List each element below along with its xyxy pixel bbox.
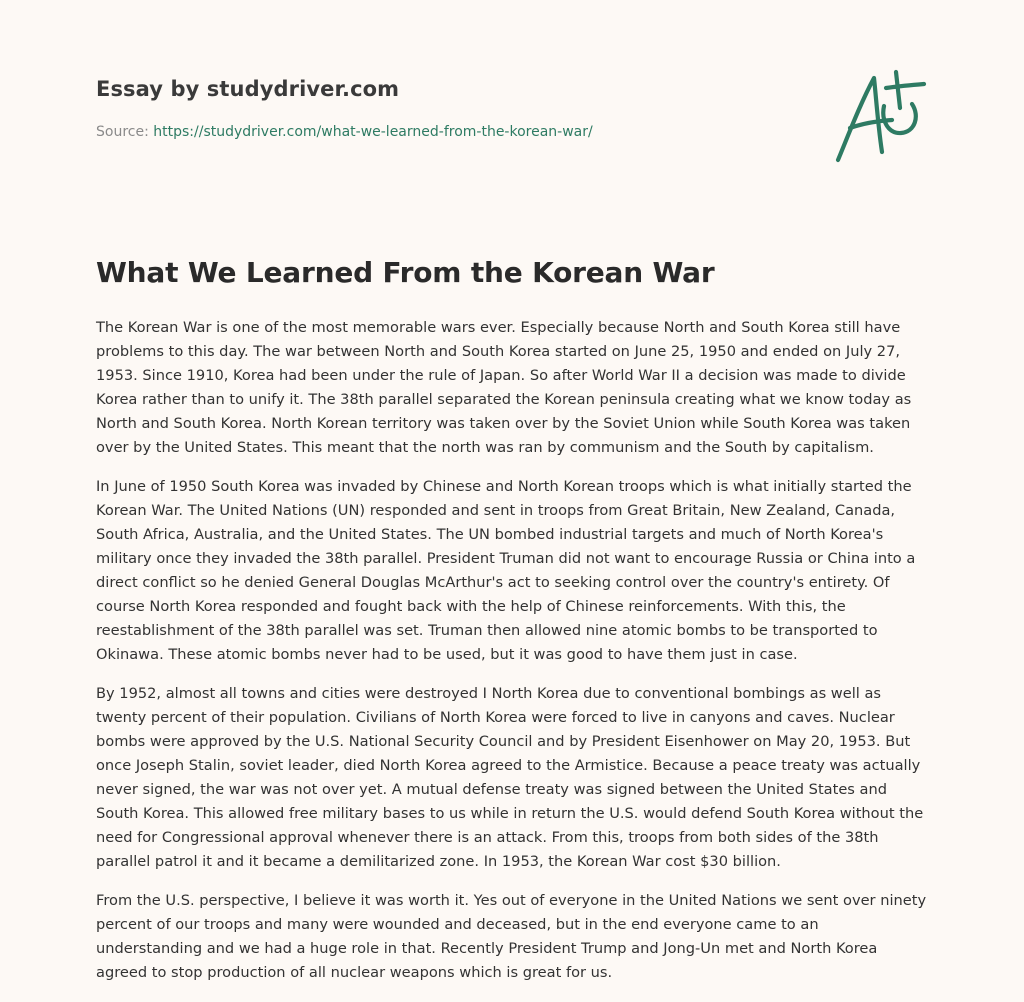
page-header [96, 0, 928, 220]
source-label: Source: [96, 124, 154, 140]
site-brand: Essay by studydriver.com [96, 77, 400, 101]
source-line [96, 124, 593, 140]
essay-body [96, 316, 928, 1000]
paragraph: From the U.S. perspective, I believe it was worth it. Yes out of everyone in the United Nations we sent over ninety percent of our troops and many were wounded and deceased, but in the end everyone came to an understanding and we had a huge role in that. Recently President Trump and Jong-Un met and North Korea agreed to stop production of all nuclear weapons which is great for us. [96, 892, 927, 981]
a-plus-logo-icon [828, 66, 932, 166]
paragraph: In June of 1950 South Korea was invaded by Chinese and North Korean troops which is what initially started the Korean War. The United Nations (UN) responded and sent in troops from Great Britain, New Zealand, Canada, South Africa, Australia, and the United States. The UN bombed industrial targets and much of North Korea's military once they invaded the 38th parallel. President Truman did not want to encourage Russia or China into a direct conflict so he denied General Douglas McArthur's act to seeking control over the country's entirety. Of course North Korea responded and fought back with the help of Chinese reinforcements. With this, the reestablishment of the 38th parallel was set. Truman then allowed nine atomic bombs to be transported to Okinawa. These atomic bombs never had to be used, but it was good to have them just in case. [96, 478, 916, 663]
paragraph: By 1952, almost all towns and cities were destroyed I North Korea due to conventional bombings as well as twenty percent of their population. Civilians of North Korea were forced to live in canyons and caves. Nuclear bombs were approved by the U.S. National Security Council and by President Eisenhower on May 20, 1953. But once Joseph Stalin, soviet leader, died North Korea agreed to the Armistice. Because a peace treaty was actually never signed, the war was not over yet. A mutual defense treaty was signed between the United States and South Korea. This allowed free military bases to us while in return the U.S. would defend South Korea without the need for Congressional approval whenever there is an attack. From this, troops from both sides of the 38th parallel patrol it and it became a demilitarized zone. In 1953, the Korean War cost $30 billion. [96, 685, 924, 870]
essay-title: What We Learned From the Korean War [96, 256, 715, 289]
paragraph: The Korean War is one of the most memorable wars ever. Especially because North and South Korea still have problems to this day. The war between North and South Korea started on June 25, 1950 and ended on July 27, 1953. Since 1910, Korea had been under the rule of Japan. So after World War II a decision was made to divide Korea rather than to unify it. The 38th parallel separated the Korean peninsula creating what we know today as North and South Korea. North Korean territory was taken over by the Soviet Union while South Korea was taken over by the United States. This meant that the north was ran by communism and the South by capitalism. [96, 319, 912, 456]
source-link[interactable]: https://studydriver.com/what-we-learned-from-the-korean-war/ [153, 124, 593, 140]
